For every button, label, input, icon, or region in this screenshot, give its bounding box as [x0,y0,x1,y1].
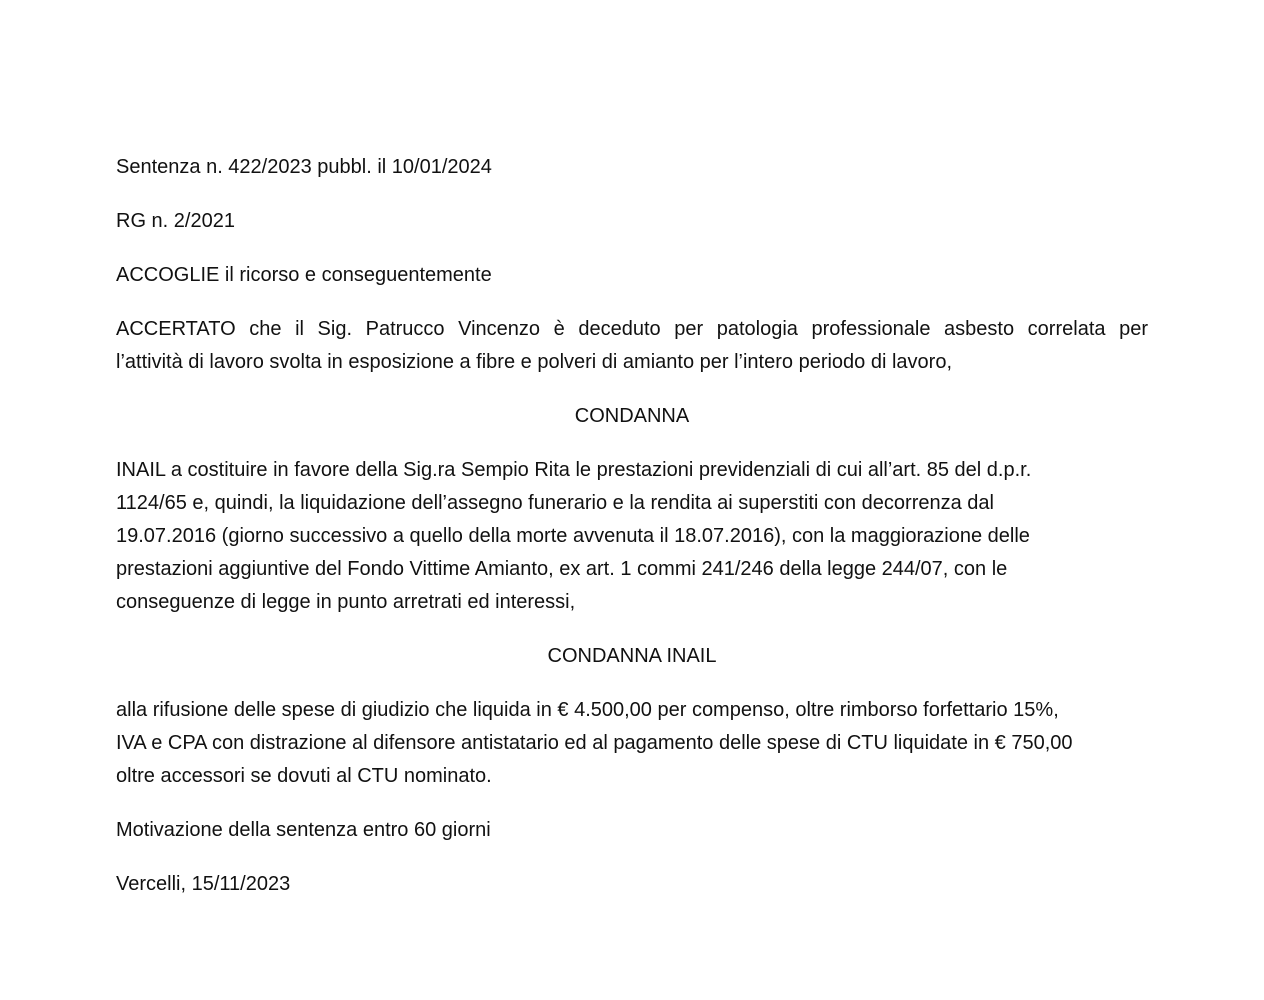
sentenza-header: Sentenza n. 422/2023 pubbl. il 10/01/2024 [116,156,492,178]
inail-line: 19.07.2016 (giorno successivo a quello della morte avvenuta il 18.07.2016), con la maggiorazione delle [116,525,1030,547]
condanna-heading: CONDANNA [574,405,690,427]
spese-line: alla rifusione delle spese di giudizio che liquida in € 4.500,00 per compenso, oltre rimborso forfettario 15%, [116,699,1059,721]
inail-line: prestazioni aggiuntive del Fondo Vittime Amianto, ex art. 1 commi 241/246 della legge 244/07, con le [116,558,1008,580]
motivazione-paragraph: Motivazione della sentenza entro 60 giorni [116,819,491,841]
spese-line: oltre accessori se dovuti al CTU nominato. [116,765,492,787]
accertato-paragraph [116,313,1148,379]
document-page [116,151,1148,922]
inail-line: INAIL a costituire in favore della Sig.ra Sempio Rita le prestazioni previdenziali di cui all’art. 85 del d.p.r. [116,459,1032,481]
rg-number: RG n. 2/2021 [116,210,235,232]
spese-paragraph [116,694,1148,793]
place-date: Vercelli, 15/11/2023 [116,873,291,895]
inail-paragraph [116,454,1148,619]
accertato-line: l’attività di lavoro svolta in esposizione a fibre e polveri di amianto per l’intero periodo di lavoro, [116,351,952,373]
spese-line: IVA e CPA con distrazione al difensore antistatario ed al pagamento delle spese di CTU liquidate in € 750,00 [116,732,1073,754]
accoglie-paragraph: ACCOGLIE il ricorso e conseguentemente [116,264,492,286]
condanna-inail-heading: CONDANNA INAIL [547,645,717,667]
accertato-line: ACCERTATO che il Sig. Patrucco Vincenzo è deceduto per patologia professionale asbesto correlata per [116,318,1148,340]
inail-line: 1124/65 e, quindi, la liquidazione dell’assegno funerario e la rendita ai superstiti con decorrenza dal [116,492,994,514]
inail-line: conseguenze di legge in punto arretrati ed interessi, [116,591,576,613]
